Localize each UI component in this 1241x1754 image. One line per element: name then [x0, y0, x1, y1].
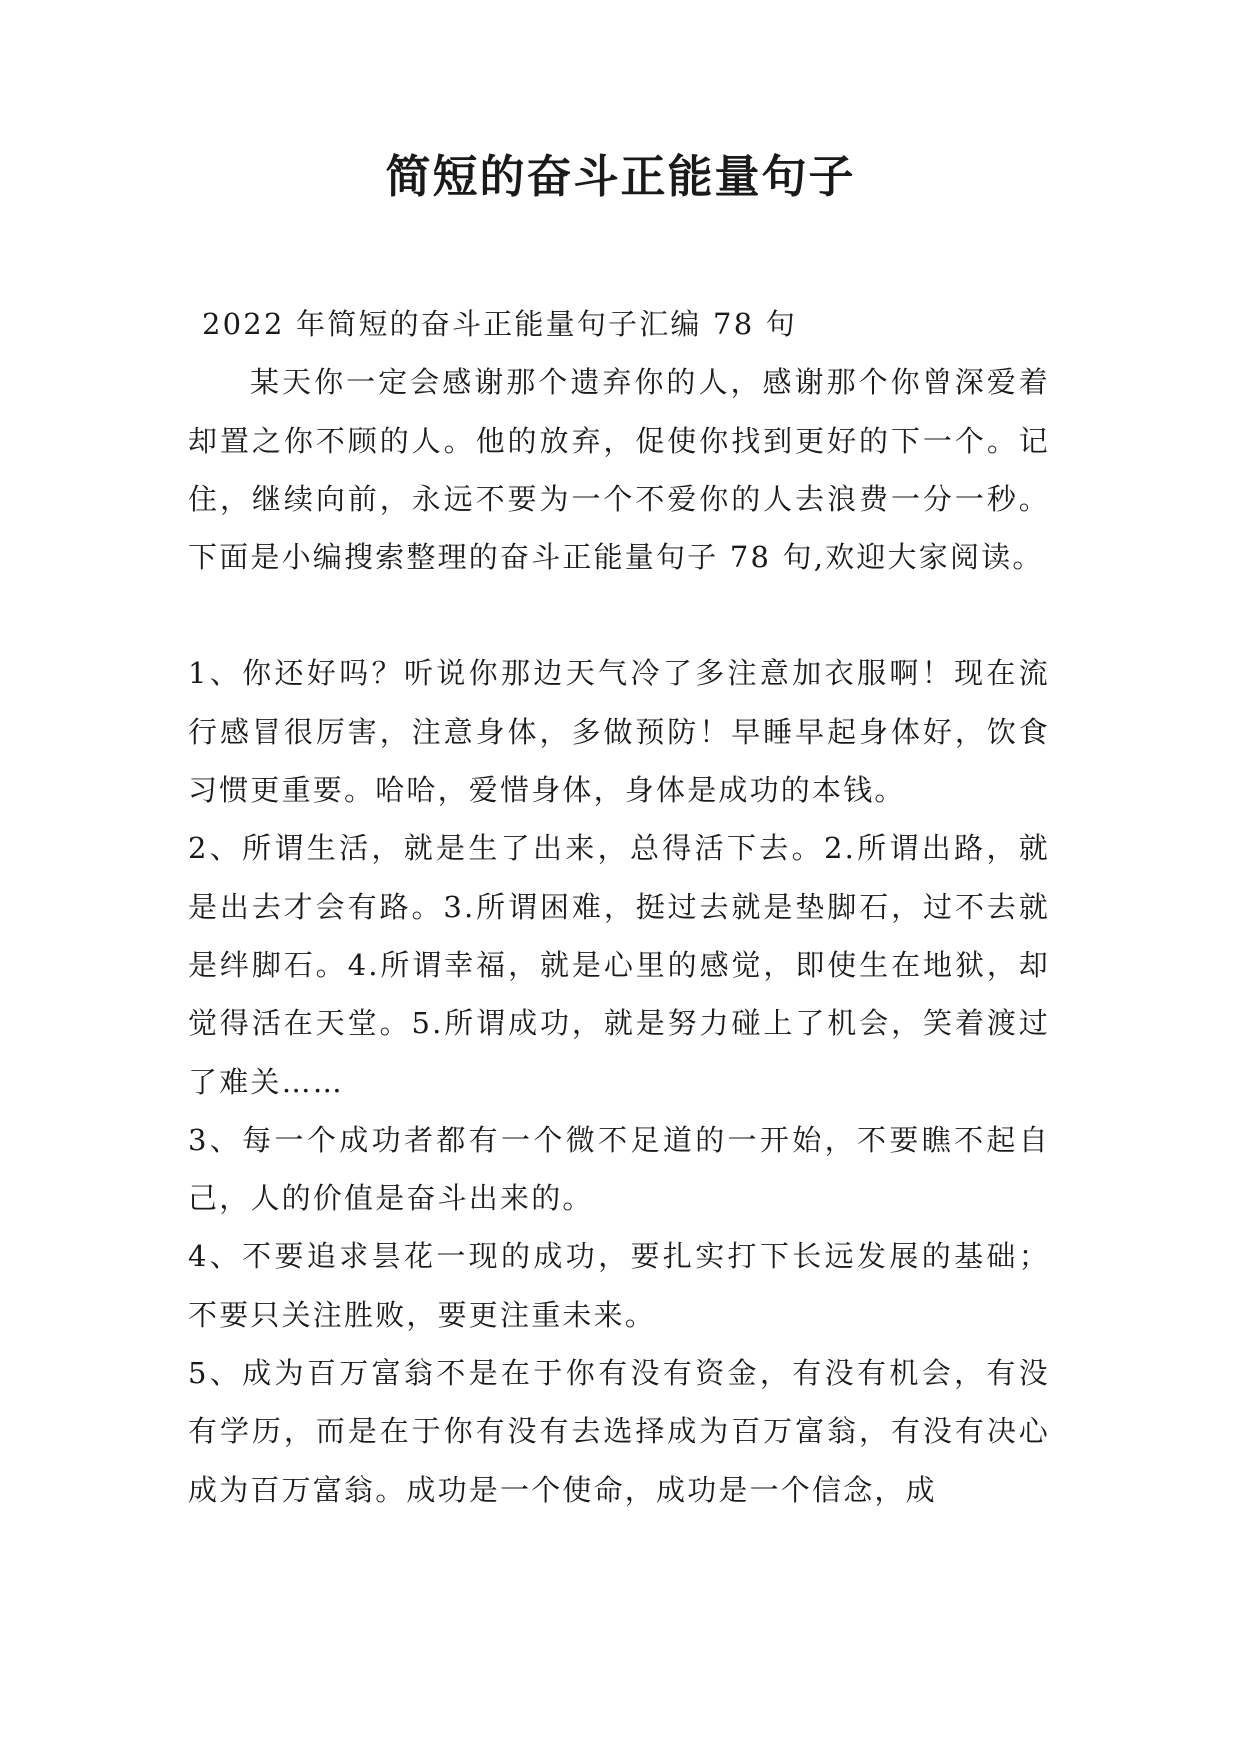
list-item: 5、成为百万富翁不是在于你有没有资金，有没有机会，有没有学历，而是在于你有没有去选择成为百万富翁，有没有决心成为百万富翁。成功是一个使命，成功是一个信念，成	[188, 1356, 1050, 1507]
list-item: 3、每一个成功者都有一个微不足道的一开始，不要瞧不起自己，人的价值是奋斗出来的。	[188, 1122, 1050, 1216]
document-title: 简短的奋斗正能量句子	[385, 150, 856, 203]
paragraph-spacer	[188, 586, 1050, 644]
list-item: 1、你还好吗？听说你那边天气冷了多注意加衣服啊！现在流行感冒很厉害，注意身体，多做预防！早睡早起身体好，饮食习惯更重要。哈哈，爱惜身体，身体是成功的本钱。	[188, 656, 1050, 808]
document-body	[188, 295, 1050, 1519]
list-item: 2、所谓生活，就是生了出来，总得活下去。2.所谓出路，就是出去才会有路。3.所谓困难，挺过去就是垫脚石，过不去就是绊脚石。4.所谓幸福，就是心里的感觉，即使生在地狱，却觉得活在天堂。5.所谓成功，就是努力碰上了机会，笑着渡过了难关……	[188, 831, 1050, 1099]
list-item: 4、不要追求昙花一现的成功，要扎实打下长远发展的基础；不要只关注胜败，要更注重未来。	[188, 1239, 1050, 1332]
document-subtitle: 2022 年简短的奋斗正能量句子汇编 78 句	[202, 307, 797, 341]
intro-paragraph: 某天你一定会感谢那个遗弃你的人，感谢那个你曾深爱着却置之你不顾的人。他的放弃，促使你找到更好的下一个。记住，继续向前，永远不要为一个不爱你的人去浪费一分一秒。下面是小编搜索整理的奋斗正能量句子 78 句,欢迎大家阅读。	[188, 365, 1050, 575]
